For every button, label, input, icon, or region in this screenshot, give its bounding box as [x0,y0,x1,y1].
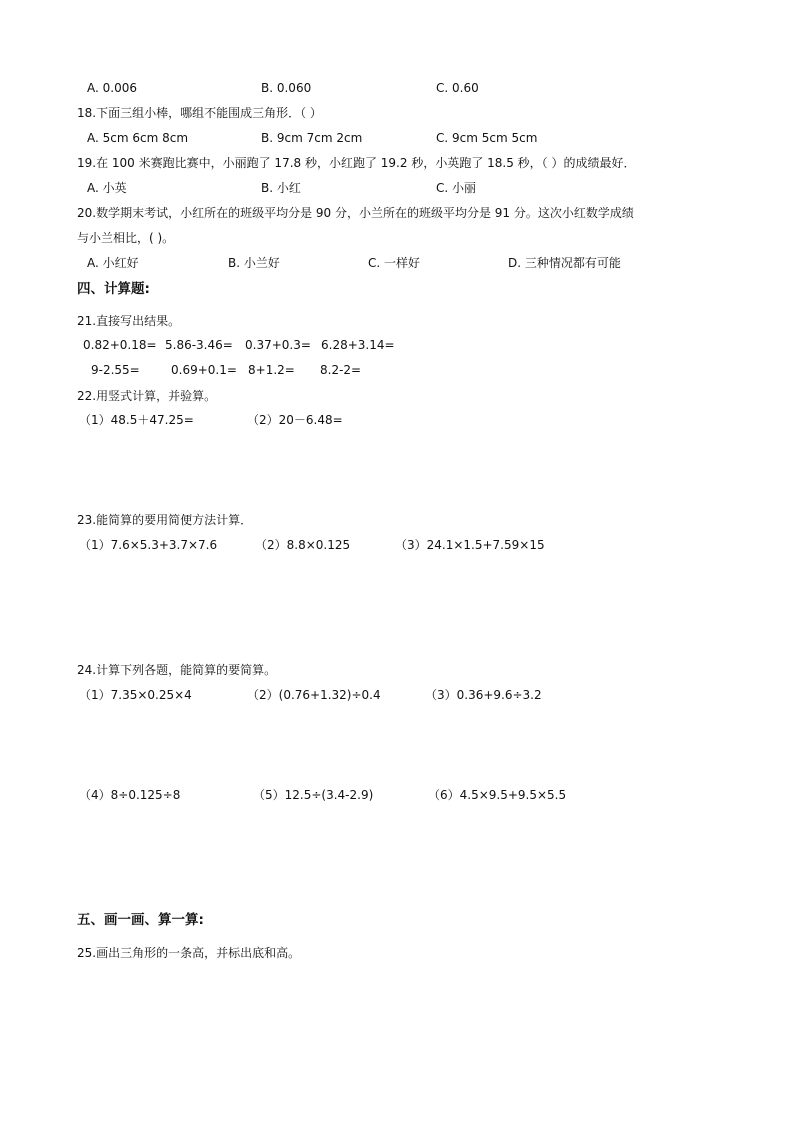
q20-option-d: D. 三种情况都有可能 [508,256,621,270]
q24-item: （1）7.35×0.25×4 [79,688,192,702]
q21-item: 9-2.55= [91,363,140,377]
q21-item: 0.37+0.3= [245,338,311,352]
q21-item: 0.69+0.1= [171,363,237,377]
q19-option-a: A. 小英 [87,181,127,195]
q17-option-b: B. 0.060 [261,81,312,95]
q22-item: （1）48.5＋47.25= [79,413,194,427]
question-stem: 18.下面三组小棒，哪组不能围成三角形．（ ） [77,106,322,120]
q19-option-b: B. 小红 [261,181,301,195]
q21-item: 0.82+0.18= [83,338,157,352]
q24-item: （5）12.5÷(3.4-2.9) [253,788,374,802]
q21-item: 8+1.2= [248,363,295,377]
q18-option-b: B. 9cm 7cm 2cm [261,131,363,145]
q24-item: （3）0.36+9.6÷3.2 [425,688,542,702]
q17-option-c: C. 0.60 [436,81,479,95]
q24-item: （2）(0.76+1.32)÷0.4 [247,688,381,702]
question-stem: 21.直接写出结果。 [77,314,181,328]
q21-item: 5.86-3.46= [165,338,233,352]
q18-option-c: C. 9cm 5cm 5cm [436,131,538,145]
q17-option-a: A. 0.006 [87,81,137,95]
question-stem: 23.能简算的要用简便方法计算． [77,513,253,527]
q19-option-c: C. 小丽 [436,181,477,195]
question-stem: 24.计算下列各题，能简算的要简算。 [77,663,277,677]
q22-item: （2）20－6.48= [247,413,343,427]
q21-item: 6.28+3.14= [321,338,395,352]
q21-item: 8.2-2= [320,363,362,377]
q23-item: （1）7.6×5.3+3.7×7.6 [79,538,218,552]
q20-option-c: C. 一样好 [368,256,421,270]
q18-option-a: A. 5cm 6cm 8cm [87,131,189,145]
question-stem: 22.用竖式计算，并验算。 [77,389,217,403]
q24-item: （6）4.5×9.5+9.5×5.5 [428,788,567,802]
section-5-heading: 五、画一画、算一算: [77,912,204,928]
q23-item: （3）24.1×1.5+7.59×15 [395,538,545,552]
question-stem-line-2: 与小兰相比，( )。 [77,231,175,245]
q20-option-b: B. 小兰好 [228,256,280,270]
question-25-stem: 25.画出三角形的一条高，并标出底和高。 [77,946,301,960]
q20-option-a: A. 小红好 [87,256,139,270]
q23-item: （2）8.8×0.125 [255,538,351,552]
question-stem: 19.在 100 米赛跑比赛中，小丽跑了 17.8 秒，小红跑了 19.2 秒，小英跑了 18.5 秒，（ ）的成绩最好． [77,156,636,170]
question-stem-line-1: 20.数学期末考试，小红所在的班级平均分是 90 分，小兰所在的班级平均分是 91 分。这次小红数学成绩 [77,206,634,220]
section-4-heading: 四、计算题: [77,281,150,297]
q24-item: （4）8÷0.125÷8 [79,788,181,802]
